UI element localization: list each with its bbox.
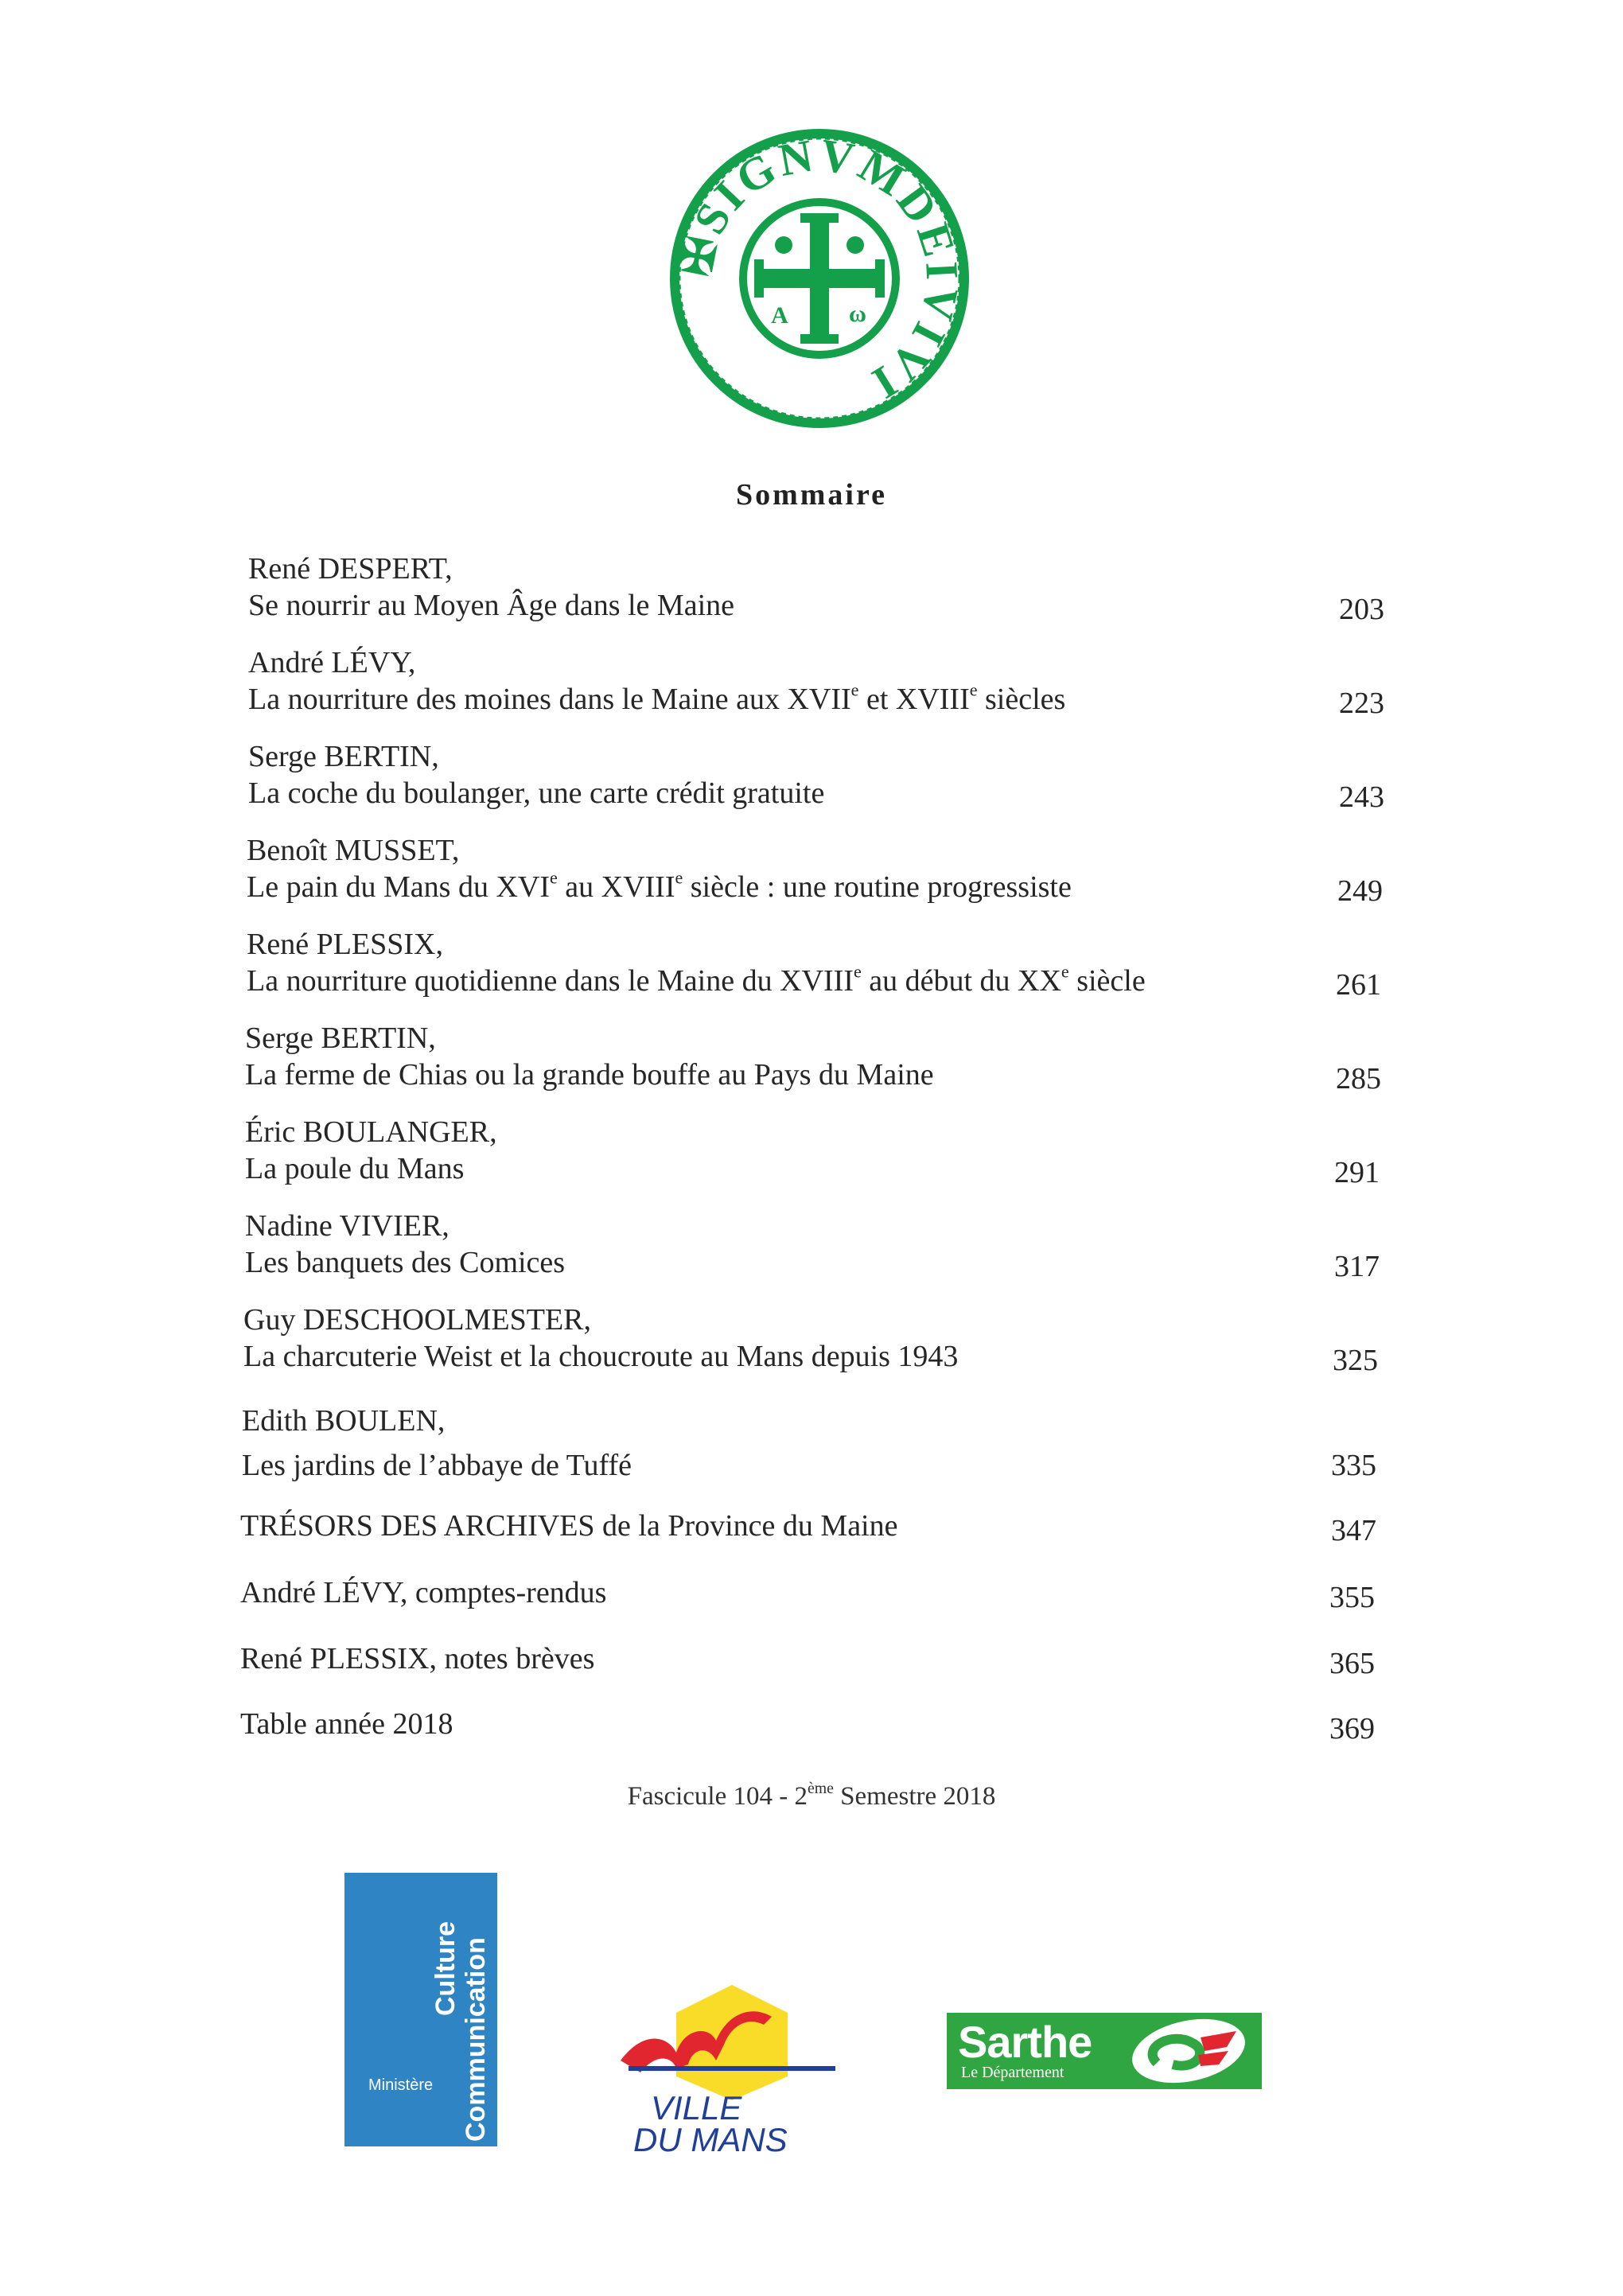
toc-entry <box>248 738 824 811</box>
toc-author: André LÉVY, <box>248 646 416 679</box>
toc-page: 317 <box>1334 1250 1380 1283</box>
toc-page: 347 <box>1331 1514 1376 1547</box>
ville-line1: VILLE <box>651 2089 742 2127</box>
alpha-letter: A <box>771 302 788 329</box>
toc-article: La nourriture quotidienne dans le Maine du XVIIIe au début du XXe siècle <box>247 961 1146 998</box>
toc-article: Le pain du Mans du XVIe au XVIIIe siècle : une routine progressiste <box>247 867 1072 904</box>
communication-text: Communication <box>461 1937 491 2142</box>
toc-page: 325 <box>1333 1344 1378 1377</box>
toc-entry <box>245 1114 497 1187</box>
toc-article: Les banquets des Comices <box>245 1246 566 1279</box>
toc-article: Se nourrir au Moyen Âge dans le Maine <box>248 589 735 622</box>
toc-author: Benoît MUSSET, <box>247 834 460 867</box>
culture-text: Culture <box>430 1921 461 2016</box>
toc-article: Les jardins de l’abbaye de Tuffé <box>242 1449 632 1482</box>
page-title: Sommaire <box>735 478 888 512</box>
ministere-culture-logo <box>344 1873 497 2146</box>
toc-page: 365 <box>1329 1647 1375 1680</box>
ville-du-mans-logo <box>613 1981 851 2164</box>
sarthe-name: Sarthe <box>958 2017 1092 2067</box>
toc-page: 369 <box>1329 1712 1375 1745</box>
toc-author: Éric BOULANGER, <box>245 1115 497 1149</box>
toc-page: 355 <box>1329 1581 1375 1614</box>
toc-page: 243 <box>1339 780 1384 814</box>
toc-author: Nadine VIVIER, <box>245 1209 450 1243</box>
toc-entry <box>245 1020 934 1093</box>
toc-article: La nourriture des moines dans le Maine aux XVIIe et XVIIIe siècles <box>248 679 1066 716</box>
toc-page: 335 <box>1331 1449 1376 1482</box>
toc-entry <box>248 644 1065 718</box>
toc-author: Serge BERTIN, <box>245 1022 436 1055</box>
toc-author: Edith BOULEN, <box>242 1404 446 1438</box>
toc-page: 203 <box>1339 593 1384 626</box>
toc-entry <box>247 926 1146 999</box>
ville-line2: DU MANS <box>633 2121 788 2158</box>
sarthe-emblem-icon <box>1125 2015 1252 2087</box>
toc-single-entry: René PLESSIX, notes brèves <box>240 1642 595 1675</box>
seal-inscription: ✠SIGNVMDEIVIVI <box>669 128 969 411</box>
toc-author: René DESPERT, <box>248 552 453 586</box>
toc-page: 223 <box>1339 687 1384 720</box>
toc-entry <box>247 832 1072 905</box>
toc-single-entry: André LÉVY, comptes-rendus <box>240 1576 607 1609</box>
toc-single-entry: TRÉSORS DES ARCHIVES de la Province du Maine <box>240 1509 898 1543</box>
ville-emblem-icon <box>613 1981 851 2100</box>
toc-author: Serge BERTIN, <box>248 740 439 773</box>
toc-page: 261 <box>1336 968 1381 1002</box>
ministere-text: Ministère <box>368 2076 434 2094</box>
toc-author: Guy DESCHOOLMESTER, <box>243 1303 592 1337</box>
toc-page: 285 <box>1336 1062 1381 1095</box>
toc-article: La charcuterie Weist et la choucroute au Mans depuis 1943 <box>243 1340 959 1373</box>
sarthe-logo <box>947 2013 1262 2089</box>
toc-single-entry: Table année 2018 <box>240 1707 453 1741</box>
sarthe-subtitle: Le Département <box>961 2064 1064 2081</box>
toc-entry <box>248 551 734 624</box>
toc-page: 249 <box>1337 874 1383 908</box>
toc-entry <box>242 1399 632 1488</box>
toc-author: René PLESSIX, <box>247 928 443 961</box>
toc-entry <box>243 1302 958 1375</box>
issue-footer: Fascicule 104 - 2ème Semestre 2018 <box>627 1780 996 1811</box>
toc-article: La coche du boulanger, une carte crédit gratuite <box>248 776 825 810</box>
toc-article: La poule du Mans <box>245 1152 465 1185</box>
toc-article: La ferme de Chias ou la grande bouffe au Pays du Maine <box>245 1058 934 1092</box>
toc-entry <box>245 1208 565 1281</box>
toc-page: 291 <box>1334 1156 1380 1189</box>
omega-letter: ω <box>849 301 866 327</box>
